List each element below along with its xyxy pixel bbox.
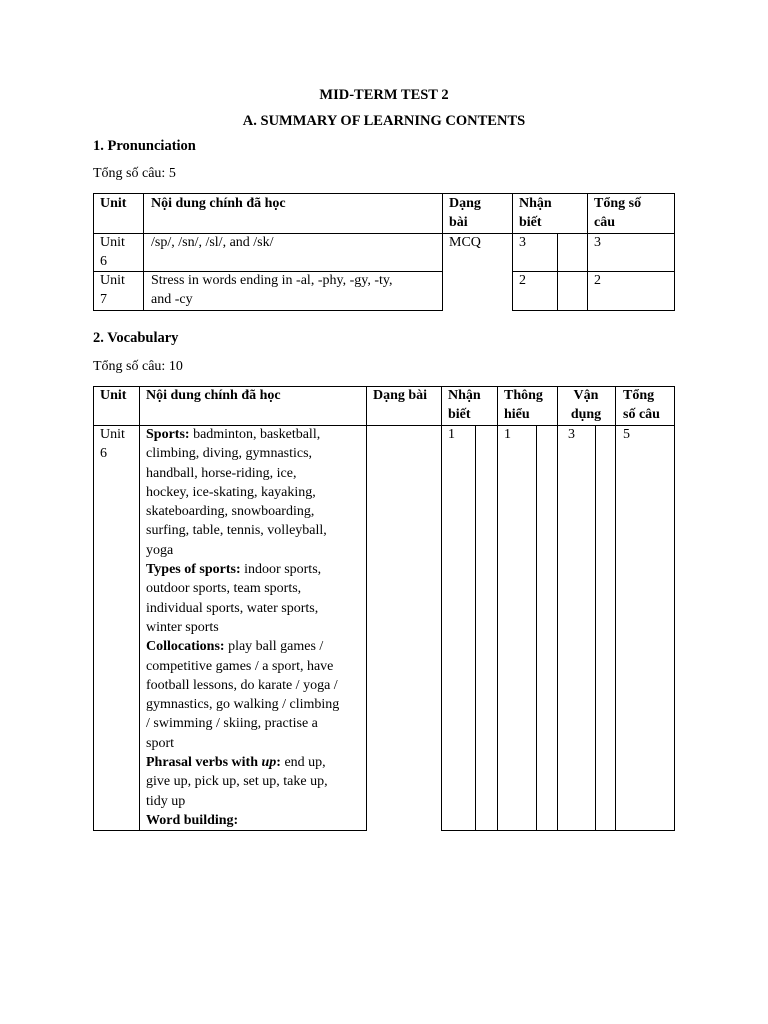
content-line: Types of sports: indoor sports, — [146, 562, 322, 578]
row-unit: Unit 7 — [100, 273, 125, 308]
content-line: outdoor sports, team sports, — [146, 581, 302, 597]
content-line: hockey, ice-skating, kayaking, — [146, 484, 316, 500]
sports-label: Sports: — [146, 427, 190, 442]
row-recognition: 3 — [519, 235, 526, 250]
header-type: Dạng bài — [449, 196, 481, 231]
header-content: Nội dung chính đã học — [146, 388, 281, 403]
row-recognition: 1 — [448, 427, 455, 442]
content-line: sport — [146, 735, 174, 751]
document-title: MID-TERM TEST 2 — [319, 87, 449, 103]
content-line: individual sports, water sports, — [146, 600, 319, 616]
pronunciation-count: Tổng số câu: 5 — [93, 166, 176, 181]
row-unit: Unit 6 — [100, 235, 125, 270]
content-line: Sports: badminton, basketball, — [146, 427, 321, 442]
content-line: Collocations: play ball games / — [146, 639, 324, 655]
content-line: / swimming / skiing, practise a — [146, 716, 318, 732]
header-total: Tổng số câu — [594, 196, 642, 231]
header-application: Vận dụng — [570, 388, 602, 423]
pronunciation-heading: 1. Pronunciation — [93, 138, 196, 154]
content-line: yoga — [146, 542, 174, 558]
row-total: 2 — [594, 273, 601, 288]
header-content: Nội dung chính đã học — [151, 196, 286, 211]
header-unit: Unit — [100, 388, 127, 403]
content-line: skateboarding, snowboarding, — [146, 504, 315, 520]
row-content — [146, 425, 366, 830]
row-comprehension: 1 — [504, 427, 511, 442]
row-unit: Unit 6 — [100, 427, 125, 462]
word-building-label: Word building: — [146, 812, 239, 828]
vocabulary-heading: 2. Vocabulary — [93, 330, 179, 346]
header-unit: Unit — [100, 196, 127, 211]
content-line: gymnastics, go walking / climbing — [146, 697, 340, 713]
collocations-label: Collocations: — [146, 639, 225, 655]
vocabulary-count: Tổng số câu: 10 — [93, 359, 183, 374]
content-line: Phrasal verbs with up: end up, — [146, 755, 326, 771]
row-type: MCQ — [449, 235, 481, 250]
content-line: tidy up — [146, 793, 186, 809]
section-a-heading: A. SUMMARY OF LEARNING CONTENTS — [242, 113, 526, 129]
row-total: 3 — [594, 235, 601, 250]
row-application: 3 — [568, 427, 575, 442]
header-recognition: Nhận biết — [519, 196, 552, 231]
header-recognition: Nhận biết — [448, 388, 481, 423]
header-total: Tổng số câu — [623, 388, 660, 423]
row-recognition: 2 — [519, 273, 526, 288]
content-line: give up, pick up, set up, take up, — [146, 774, 328, 790]
content-line: handball, horse-riding, ice, — [146, 465, 297, 481]
row-content: Stress in words ending in -al, -phy, -gy, -ty, and -cy — [151, 273, 393, 308]
header-comprehension: Thông hiểu — [504, 388, 543, 423]
row-content: /sp/, /sn/, /sl/, and /sk/ — [151, 235, 274, 250]
content-line: football lessons, do karate / yoga / — [146, 677, 338, 693]
content-line: winter sports — [146, 619, 219, 635]
row-total: 5 — [623, 427, 630, 442]
content-line: surfing, table, tennis, volleyball, — [146, 523, 327, 539]
phrasal-label: Phrasal verbs with up: — [146, 755, 281, 771]
types-label: Types of sports: — [146, 562, 241, 578]
header-type: Dạng bài — [373, 388, 428, 403]
content-line: climbing, diving, gymnastics, — [146, 446, 313, 462]
content-line: competitive games / a sport, have — [146, 658, 334, 674]
